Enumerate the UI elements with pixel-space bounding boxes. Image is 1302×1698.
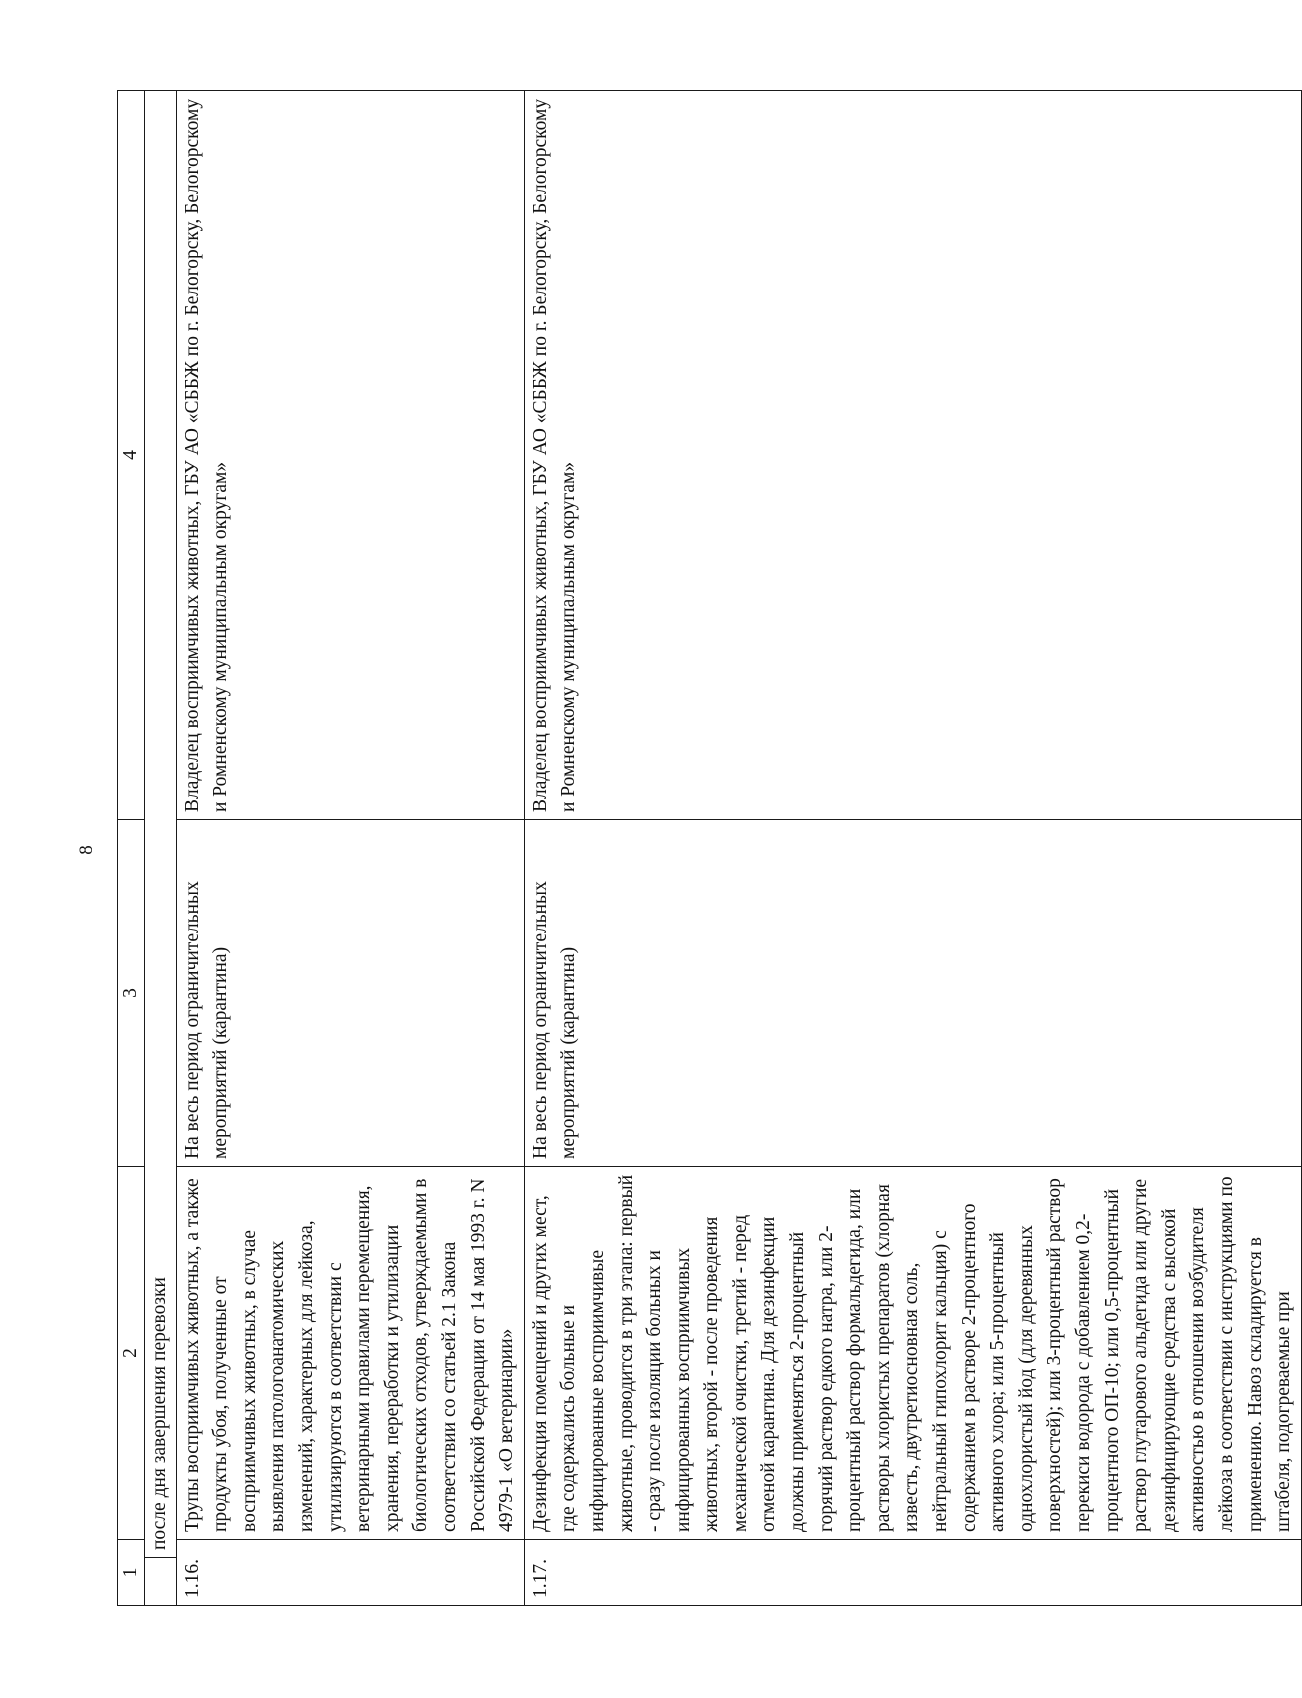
measure-text: Дезинфекция помещений и других мест, где содержались больные и инфицированные восприимчивые животные, проводится в три этапа: первый - сразу после изоляции больных и инфицированных восприимчивых животных, второй - после проведения механической очистки, третий - перед отменой карантина. Для дезинфекции должны применяться 2-процентный горячий раствор едкого натра, или 2-процентный раствор формальдегида, или растворы хлористых препаратов (хлорная известь, двутретиосновная соль, нейтральный гипохлорит кальция) с содержанием в растворе 2-процентного активного хлора; или 5-процентный однохлористый йод (для деревянных поверхностей); или 3-процентный раствор перекиси водорода с добавлением 0,2-процентного ОП-10; или 0,5-процентный раствор глутарового альдегида или другие дезинфицирующие средства с высокой активностью в отношении возбудителя лейкоза в соответствии с инструкциями по применению. Навоз складируется в штабеля, подогреваемые при xyxy=(524,1167,1301,1540)
header-cell-2: 2 xyxy=(118,1167,145,1540)
row-number: 1.17. xyxy=(524,1540,1301,1606)
continuation-empty-cell xyxy=(145,1558,177,1606)
responsible-text: Владелец восприимчивых животных, ГБУ АО «СББЖ по г. Белогорску, Белогорскому и Ромненскому муниципальным округам» xyxy=(524,91,1301,820)
page-number: 8 xyxy=(76,845,97,855)
table-header-row xyxy=(118,91,145,1606)
period-text: На весь период ограничительных мероприятий (карантина) xyxy=(524,820,1301,1167)
rotated-table-wrapper xyxy=(117,91,1295,1606)
responsible-text: Владелец восприимчивых животных, ГБУ АО «СББЖ по г. Белогорску, Белогорскому и Ромненскому муниципальным округам» xyxy=(176,91,524,820)
measure-text: Трупы восприимчивых животных, а также продукты убоя, полученные от восприимчивых животных, в случае выявления патологоанатомических изменений, характерных для лейкоза, утилизируются в соответствии с ветеринарными правилами перемещения, хранения, переработки и утилизации биологических отходов, утверждаемыми в соответствии со статьей 2.1 Закона Российской Федерации от 14 мая 1993 г. N 4979-1 «О ветеринарии» xyxy=(176,1167,524,1540)
period-text: На весь период ограничительных мероприятий (карантина) xyxy=(176,820,524,1167)
continuation-row xyxy=(145,91,177,1606)
header-cell-4: 4 xyxy=(118,91,145,820)
continuation-text: после дня завершения перевозки xyxy=(145,91,177,1558)
table-row xyxy=(176,91,524,1606)
header-cell-1: 1 xyxy=(118,1540,145,1606)
table-row xyxy=(524,91,1301,1606)
measures-table xyxy=(117,90,1302,1606)
header-cell-3: 3 xyxy=(118,820,145,1167)
row-number: 1.16. xyxy=(176,1540,524,1606)
